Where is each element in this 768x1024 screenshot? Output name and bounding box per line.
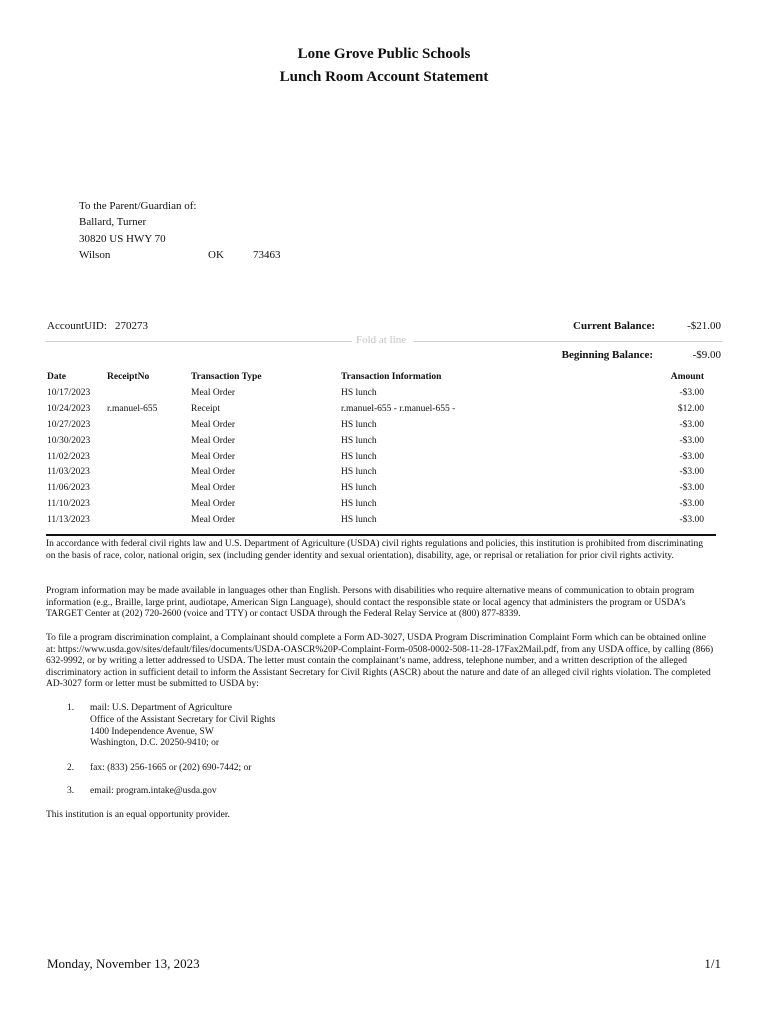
list-item-mail-3: 1400 Independence Avenue, SW	[90, 727, 214, 737]
cell-amount: -$3.00	[679, 515, 704, 525]
cell-info: HS lunch	[341, 467, 377, 477]
statement-title: Lunch Room Account Statement	[279, 69, 489, 85]
civil-rights-paragraph: In accordance with federal civil rights law and U.S. Department of Agriculture (USDA) civil rights regulations and policies, this institution is prohibited from discriminating on the basis of race, color, national origin, sex (including gender identity and sexual orientation), disability, age, or reprisal or retaliation for prior civil rights activity.	[46, 539, 703, 561]
fold-line-text: Fold at line	[356, 334, 407, 346]
cell-type: Receipt	[191, 404, 221, 414]
list-number: 3.	[67, 786, 75, 796]
cell-type: Meal Order	[191, 499, 236, 509]
cell-type: Meal Order	[191, 388, 236, 398]
cell-date: 11/03/2023	[47, 467, 90, 477]
cell-info: HS lunch	[341, 499, 377, 509]
col-type: Transaction Type	[191, 372, 262, 382]
cell-receipt: r.manuel-655	[107, 404, 158, 414]
cell-amount: -$3.00	[679, 452, 704, 462]
cell-type: Meal Order	[191, 452, 236, 462]
language-access-paragraph: Program information may be made available in languages other than English. Persons with disabilities who require alternative means of communication to obtain program information (e.g., Braille, large print, audiotape, American Sign Language), should contact the responsible state or local agency that administers the program or USDA’s TARGET Center at (202) 720-2600 (voice and TTY) or contact USDA through the Federal Relay Service at (800) 877-8339.	[46, 586, 695, 620]
cell-date: 10/30/2023	[47, 436, 91, 446]
student-name: Ballard, Turner	[79, 216, 147, 228]
table-row	[0, 483, 768, 499]
list-item-mail-2: Office of the Assistant Secretary for Civil Rights	[90, 715, 276, 725]
cell-info: HS lunch	[341, 515, 377, 525]
cell-amount: -$3.00	[679, 420, 704, 430]
list-number: 1.	[67, 703, 75, 713]
list-number: 2.	[67, 763, 75, 773]
city: Wilson	[79, 249, 111, 261]
list-item-mail-4: Washington, D.C. 20250-9410; or	[90, 738, 220, 748]
cell-amount: -$3.00	[679, 483, 704, 493]
account-uid-label: AccountUID:	[47, 320, 107, 332]
cell-date: 11/10/2023	[47, 499, 90, 509]
to-parent-line: To the Parent/Guardian of:	[79, 200, 197, 212]
table-row	[0, 452, 768, 468]
beginning-balance: -$9.00	[692, 349, 721, 361]
cell-amount: -$3.00	[679, 467, 704, 477]
footer-date: Monday, November 13, 2023	[47, 956, 200, 971]
current-balance: -$21.00	[687, 320, 721, 332]
fold-line-right	[414, 341, 722, 342]
cell-date: 11/13/2023	[47, 515, 90, 525]
cell-amount: -$3.00	[679, 499, 704, 509]
cell-info: r.manuel-655 - r.manuel-655 -	[341, 404, 456, 414]
cell-info: HS lunch	[341, 388, 377, 398]
cell-type: Meal Order	[191, 436, 236, 446]
cell-date: 10/27/2023	[47, 420, 91, 430]
col-amount: Amount	[670, 372, 704, 382]
cell-date: 10/24/2023	[47, 404, 91, 414]
cell-info: HS lunch	[341, 420, 377, 430]
cell-info: HS lunch	[341, 483, 377, 493]
table-row	[0, 499, 768, 515]
complaint-paragraph: To file a program discrimination complaint, a Complainant should complete a Form AD-3027, USDA Program Discrimination Complaint Form which can be obtained online at: https://www.usda.gov/sites/default/files/documents/USDA-OASCR%20P-Complaint-Form-0508-0002-508-11-28-17Fax2Mail.pdf, from any USDA office, by calling (866) 632-9992, or by writing a letter addressed to USDA. The letter must contain the complainant’s name, address, telephone number, and a written description of the alleged discriminatory action in sufficient detail to inform the Assistant Secretary for Civil Rights (ASCR) about the nature and date of an alleged civil rights violation. The completed AD-3027 form or letter must be submitted to USDA by:	[46, 633, 714, 690]
table-row	[0, 404, 768, 420]
table-row	[0, 388, 768, 404]
cell-type: Meal Order	[191, 467, 236, 477]
table-header	[0, 372, 768, 388]
beginning-balance-label: Beginning Balance:	[561, 349, 653, 361]
list-item-email: email: program.intake@usda.gov	[90, 786, 217, 796]
fold-line-left	[46, 341, 352, 342]
cell-date: 10/17/2023	[47, 388, 91, 398]
cell-type: Meal Order	[191, 483, 236, 493]
col-date: Date	[47, 372, 66, 382]
col-info: Transaction Information	[341, 372, 442, 382]
table-row	[0, 467, 768, 483]
state: OK	[208, 249, 224, 261]
equal-opportunity-statement: This institution is an equal opportunity provider.	[46, 810, 230, 820]
table-row	[0, 515, 768, 531]
school-title: Lone Grove Public Schools	[297, 46, 471, 62]
zip: 73463	[253, 249, 281, 261]
list-item-mail-1: mail: U.S. Department of Agriculture	[90, 703, 232, 713]
page-number: 1/1	[704, 956, 721, 971]
list-item-fax: fax: (833) 256-1665 or (202) 690-7442; or	[90, 763, 252, 773]
table-bottom-rule	[46, 534, 716, 536]
cell-date: 11/06/2023	[47, 483, 90, 493]
cell-type: Meal Order	[191, 515, 236, 525]
cell-info: HS lunch	[341, 436, 377, 446]
table-row	[0, 420, 768, 436]
cell-amount: $12.00	[677, 404, 704, 414]
street-address: 30820 US HWY 70	[79, 233, 166, 245]
current-balance-label: Current Balance:	[573, 320, 655, 332]
cell-date: 11/02/2023	[47, 452, 90, 462]
cell-info: HS lunch	[341, 452, 377, 462]
cell-amount: -$3.00	[679, 436, 704, 446]
table-row	[0, 436, 768, 452]
col-receipt: ReceiptNo	[107, 372, 150, 382]
account-uid: 270273	[115, 320, 148, 332]
cell-type: Meal Order	[191, 420, 236, 430]
cell-amount: -$3.00	[679, 388, 704, 398]
